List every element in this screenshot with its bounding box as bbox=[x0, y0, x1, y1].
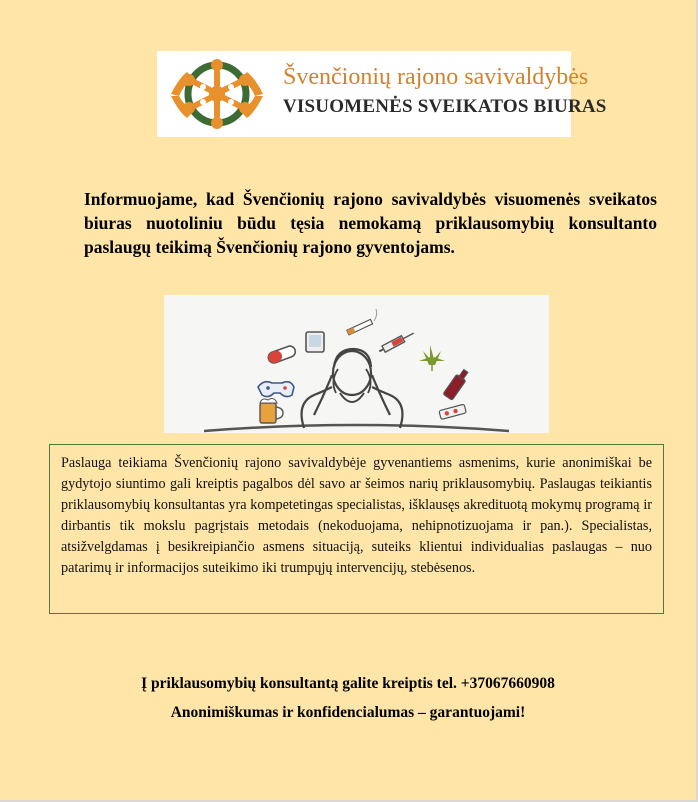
contact-line: Į priklausomybių konsultantą galite kreiptis tel. +37067660908 bbox=[141, 675, 555, 692]
logo-subtitle: VISUOMENĖS SVEIKATOS BIURAS bbox=[283, 96, 607, 117]
logo-title: Švenčionių rajono savivaldybės bbox=[283, 64, 589, 90]
guarantee-line: Anonimiškumas ir konfidencialumas – garantuojami! bbox=[170, 704, 526, 721]
intro-paragraph: Informuojame, kad Švenčionių rajono savivaldybės visuomenės sveikatos biuras nuotoliniu būdu tęsia nemokamą priklausomybių konsultanto paslaugų teikimą Švenčionių rajono gyventojams. bbox=[84, 189, 657, 257]
community-people-circle-icon bbox=[165, 56, 269, 132]
addiction-illustration bbox=[164, 295, 549, 433]
service-info-box: Paslauga teikiama Švenčionių rajono savivaldybėje gyvenantiems asmenims, kurie anonimiškai be gydytojo siuntimo gali kreiptis pagalbos dėl savo ar šeimos narių priklausomybių. Paslaugas teikiantis priklausomybių konsultantas yra kompetetingas specialistas, išklausęs akredituotą mokymų programą ir dirbantis tik mokslu pagrįstais metodais (nekoduojama, nehipnotizuojama ir pan.). Specialistas, atsižvelgdamas į besikreipiančio asmens situaciją, suteiks klientui individualias paslaugas – nuo patarimų ir informacijos suteikimo iki trumpųjų intervencijų, stebėsenos. bbox=[49, 444, 664, 614]
addiction-stressed-person-illustration bbox=[164, 295, 549, 433]
logo-banner bbox=[157, 51, 607, 137]
